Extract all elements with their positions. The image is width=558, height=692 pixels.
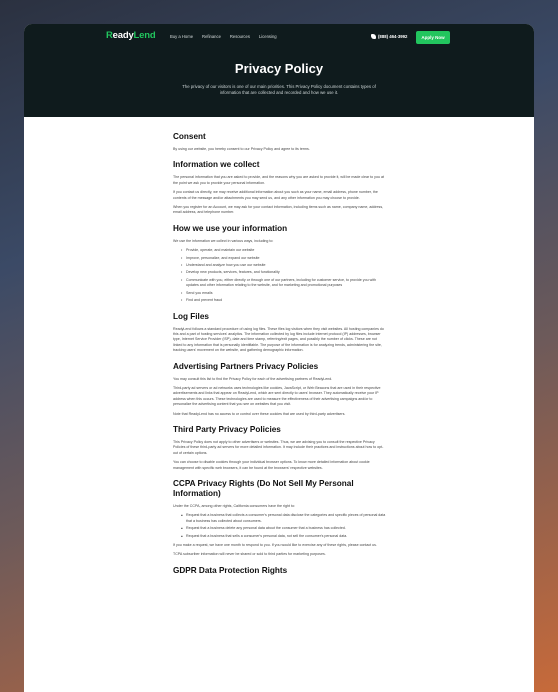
section-title: GDPR Data Protection Rights <box>173 565 288 575</box>
nav-link-refinance[interactable]: Refinance <box>202 34 221 39</box>
paragraph: You may consult this list to find the Privacy Policy for each of the advertising partners of ReadyLend. <box>173 376 333 381</box>
paragraph: By using our website, you hereby consent to our Privacy Policy and agree to its terms. <box>173 147 310 151</box>
logo[interactable] <box>106 30 155 41</box>
logo-text <box>106 30 155 41</box>
list-item: ■ Request that a business that collects a consumer's personal data disclose the categories and specific pieces of personal data that a business has collected about consumers. <box>186 513 386 524</box>
paragraph: Note that ReadyLend has no access to or control over these cookies that are used by third-party advertisers. <box>173 411 346 416</box>
list-item: • Find and prevent fraud <box>186 298 386 303</box>
page-subtitle: The privacy of our visitors is one of our main priorities. This Privacy Policy document contains types of information that are collected and recorded and how we use it. <box>182 84 376 95</box>
phone-number: (888) 464-3992 <box>378 34 408 39</box>
paragraph: When you register for an Account, we may ask for your contact information, including items such as name, company name, address, email address, and telephone number. <box>173 205 384 215</box>
logo-r: R <box>106 30 113 41</box>
page-title: Privacy Policy <box>234 61 324 76</box>
list-item: ■ Request that a business delete any personal data about the consumer that a business has collected. <box>186 526 386 531</box>
list-item: • Understand and analyze how you use our website <box>186 263 386 268</box>
paragraph: If you make a request, we have one month to respond to you. If you would like to exercise any of these rights, please contact us. <box>173 543 377 548</box>
nav-link-licensing[interactable]: Licensing <box>258 34 277 39</box>
section-title: Information we collect <box>173 160 260 170</box>
paragraph: TCPA subscriber information will never be shared or sold to third parties for marketing purposes. <box>173 552 326 557</box>
list-item: • Develop new products, services, features, and functionality <box>186 270 386 275</box>
section-use <box>173 224 386 304</box>
nav-link-buy-a-home[interactable]: Buy a Home <box>170 34 194 39</box>
list-item: • Improve, personalize, and expand our website <box>186 256 386 261</box>
use-list <box>173 248 386 303</box>
paragraph: You can choose to disable cookies through your individual browser options. To know more detailed information about cookie management with specific web browsers, it can be found at the browsers' respective websites. <box>173 460 370 470</box>
section-title: Advertising Partners Privacy Policies <box>173 361 319 371</box>
paragraph: This Privacy Policy does not apply to other advertisers or websites. Thus, we are advising you to consult the respective Privacy Policies of these third-party ad servers for more detailed information. It may include their practices and instructions about how to opt-out of certain options. <box>173 439 384 455</box>
phone-icon <box>371 34 376 39</box>
top-nav <box>24 29 534 47</box>
section-title: CCPA Privacy Rights (Do Not Sell My Personal Information) <box>173 479 354 498</box>
section-title: How we use your information <box>173 223 288 233</box>
section-title: Log Files <box>173 311 209 321</box>
section-collect <box>173 160 386 215</box>
section-title: Consent <box>173 132 206 141</box>
section-ccpa <box>173 479 386 558</box>
section-third-party <box>173 425 386 471</box>
logo-word-b: Lend <box>133 30 156 41</box>
phone-link[interactable] <box>371 34 407 39</box>
section-advertising <box>173 362 386 417</box>
section-gdpr <box>173 566 386 576</box>
paragraph: The personal information that you are asked to provide, and the reasons why you are asked to provide it, will be made clear to you at the point we ask you to provide your personal information. <box>173 175 384 185</box>
apply-now-button[interactable]: Apply Now <box>416 31 450 44</box>
policy-content <box>173 132 386 584</box>
paragraph: Under the CCPA, among other rights, California consumers have the right to: <box>173 504 295 508</box>
hero-banner <box>24 24 534 117</box>
logo-word-a: eady <box>112 30 134 41</box>
paragraph: Third-party ad servers or ad networks uses technologies like cookies, JavaScript, or Web Beacons that are used in their respective advertisements and links that appear on ReadyLend, which are sent directly to users' browser. They automatically receive your IP address when this occurs. These technologies are used to measure the effectiveness of their advertising campaigns and/or to personalize the advertising content that you see on websites that you visit. <box>173 385 381 407</box>
nav-link-resources[interactable]: Resources <box>229 34 250 39</box>
paragraph: ReadyLend follows a standard procedure of using log files. These files log visitors when they visit websites. All hosting companies do this and a part of hosting services' analytics. The information collected by log files include internet protocol (IP) addresses, browser type, Internet Service Provider (ISP), date and time stamp, referring/exit pages, and possibly the number of clicks. These are not linked to any information that is personally identifiable. The purpose of the information is for analyzing trends, administering the site, tracking users' movement on the website, and gathering demographic information. <box>173 326 384 353</box>
list-item: • Communicate with you, either directly or through one of our partners, including for customer service, to provide you with updates and other information relating to the website, and for marketing and promotional purposes <box>186 278 386 289</box>
paragraph: We use the information we collect in various ways, including to: <box>173 238 274 243</box>
section-title: Third Party Privacy Policies <box>173 424 281 434</box>
browser-frame <box>24 24 534 692</box>
ccpa-list <box>173 513 386 539</box>
list-item: • Provide, operate, and maintain our website <box>186 248 386 253</box>
paragraph: If you contact us directly, we may receive additional information about you such as your name, email address, phone number, the contents of the message and/or attachments you may send us, and any other information you may choose to provide. <box>173 190 378 200</box>
nav-menu <box>170 34 277 39</box>
section-consent <box>173 132 386 152</box>
list-item: ■ Request that a business that sells a consumer's personal data, not sell the consumer's personal data. <box>186 534 386 539</box>
section-log-files <box>173 312 386 354</box>
list-item: • Send you emails <box>186 291 386 296</box>
